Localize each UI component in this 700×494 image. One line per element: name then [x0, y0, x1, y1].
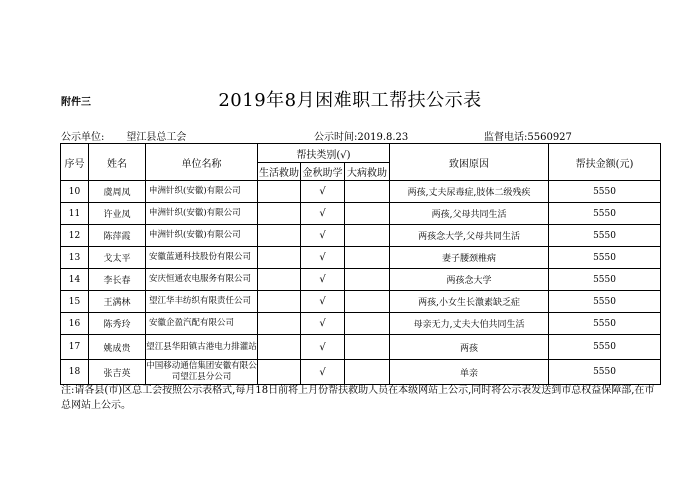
- cell-reason: 两孩,小女生长激素缺乏症: [390, 291, 549, 313]
- cell-name: 王满林: [89, 291, 146, 313]
- cell-name: 戈太平: [89, 247, 146, 269]
- cell-living: [258, 335, 301, 360]
- table-row: [61, 313, 661, 335]
- table-row: [61, 335, 661, 360]
- cell-company: 安徽企盈汽配有限公司: [146, 313, 258, 335]
- phone-value: 5560927: [527, 132, 572, 143]
- cell-reason: 两孩念大学: [390, 269, 549, 291]
- cell-company: 望江华丰纺织有限责任公司: [146, 291, 258, 313]
- cell-living: [258, 247, 301, 269]
- cell-no: 18: [61, 360, 89, 385]
- header-cat-illness: 大病救助: [345, 163, 390, 181]
- table-row: [61, 269, 661, 291]
- cell-education: √: [301, 247, 345, 269]
- cell-living: [258, 181, 301, 203]
- cell-education: √: [301, 203, 345, 225]
- publisher-value: 望江县总工会: [126, 132, 187, 143]
- cell-no: 12: [61, 225, 89, 247]
- document-title: 2019年8月困难职工帮扶公示表: [218, 90, 482, 111]
- table-row: [61, 360, 661, 385]
- cell-no: 15: [61, 291, 89, 313]
- cell-amount: 5550: [549, 225, 661, 247]
- cell-name: 张吉英: [89, 360, 146, 385]
- cell-name: 陈萍霞: [89, 225, 146, 247]
- publish-time-label: 公示时间:: [314, 132, 358, 143]
- cell-company: 望江县华阳镇古港电力排灌站: [146, 335, 258, 360]
- cell-education: √: [301, 335, 345, 360]
- table-row: [61, 291, 661, 313]
- header-reason: 致困原因: [390, 144, 549, 181]
- table-row: [61, 203, 661, 225]
- phone-label: 监督电话:: [484, 132, 528, 143]
- footnote: 注:请各县(市)区总工会按照公示表格式,每月18日前将上月份帮扶救助人员在本级网站上公示,同时将公示表发送到市总权益保障部,在市总网站上公示。: [61, 385, 655, 411]
- cell-education: √: [301, 269, 345, 291]
- cell-reason: 妻子腰颈椎病: [390, 247, 549, 269]
- cell-amount: 5550: [549, 291, 661, 313]
- cell-illness: [345, 181, 390, 203]
- header-cat-living: 生活救助: [258, 163, 301, 181]
- header-no: 序号: [61, 144, 89, 181]
- cell-company: 申洲针织(安徽)有限公司: [146, 181, 258, 203]
- cell-living: [258, 291, 301, 313]
- cell-living: [258, 313, 301, 335]
- cell-illness: [345, 335, 390, 360]
- cell-reason: 单亲: [390, 360, 549, 385]
- cell-name: 李长春: [89, 269, 146, 291]
- cell-company: 安徽蓝通科技股份有限公司: [146, 247, 258, 269]
- cell-no: 16: [61, 313, 89, 335]
- cell-illness: [345, 203, 390, 225]
- attachment-label: 附件三: [61, 97, 91, 108]
- publish-time-info: [314, 128, 408, 143]
- cell-reason: 两孩: [390, 335, 549, 360]
- cell-education: √: [301, 313, 345, 335]
- header-name: 姓名: [89, 144, 146, 181]
- cell-no: 10: [61, 181, 89, 203]
- assistance-table: [60, 143, 661, 385]
- cell-reason: 两孩念大学,父母共同生活: [390, 225, 549, 247]
- cell-amount: 5550: [549, 203, 661, 225]
- cell-illness: [345, 360, 390, 385]
- cell-education: √: [301, 181, 345, 203]
- cell-company: 中国移动通信集团安徽有限公司望江县分公司: [146, 360, 258, 385]
- cell-company: 申洲针织(安徽)有限公司: [146, 203, 258, 225]
- cell-name: 虞周凤: [89, 181, 146, 203]
- publisher-label: 公示单位:: [61, 132, 105, 143]
- cell-education: √: [301, 360, 345, 385]
- cell-reason: 两孩,丈夫尿毒症,肢体二级残疾: [390, 181, 549, 203]
- cell-living: [258, 269, 301, 291]
- cell-company: 安庆恒通农电服务有限公司: [146, 269, 258, 291]
- cell-living: [258, 360, 301, 385]
- cell-illness: [345, 313, 390, 335]
- cell-amount: 5550: [549, 360, 661, 385]
- cell-company: 申洲针织(安徽)有限公司: [146, 225, 258, 247]
- cell-amount: 5550: [549, 335, 661, 360]
- cell-amount: 5550: [549, 313, 661, 335]
- cell-amount: 5550: [549, 181, 661, 203]
- cell-reason: 两孩,父母共同生活: [390, 203, 549, 225]
- phone-info: [484, 128, 572, 143]
- cell-education: √: [301, 225, 345, 247]
- publisher-info: [61, 128, 186, 143]
- header-amount: 帮扶金额(元): [549, 144, 661, 181]
- cell-reason: 母亲无力,丈夫大伯共同生活: [390, 313, 549, 335]
- cell-illness: [345, 225, 390, 247]
- header-company: 单位名称: [146, 144, 258, 181]
- cell-living: [258, 225, 301, 247]
- publish-time-value: 2019.8.23: [357, 132, 409, 143]
- header-cat-education: 金秋助学: [301, 163, 345, 181]
- cell-education: √: [301, 291, 345, 313]
- cell-no: 17: [61, 335, 89, 360]
- cell-name: 姚成贵: [89, 335, 146, 360]
- cell-name: 许业凤: [89, 203, 146, 225]
- cell-no: 11: [61, 203, 89, 225]
- header-category: 帮扶类别(√): [258, 144, 390, 163]
- cell-living: [258, 203, 301, 225]
- cell-no: 13: [61, 247, 89, 269]
- table-row: [61, 225, 661, 247]
- table-row: [61, 247, 661, 269]
- cell-amount: 5550: [549, 247, 661, 269]
- cell-amount: 5550: [549, 269, 661, 291]
- cell-illness: [345, 291, 390, 313]
- table-row: [61, 181, 661, 203]
- cell-no: 14: [61, 269, 89, 291]
- cell-illness: [345, 269, 390, 291]
- cell-illness: [345, 247, 390, 269]
- cell-name: 陈秀玲: [89, 313, 146, 335]
